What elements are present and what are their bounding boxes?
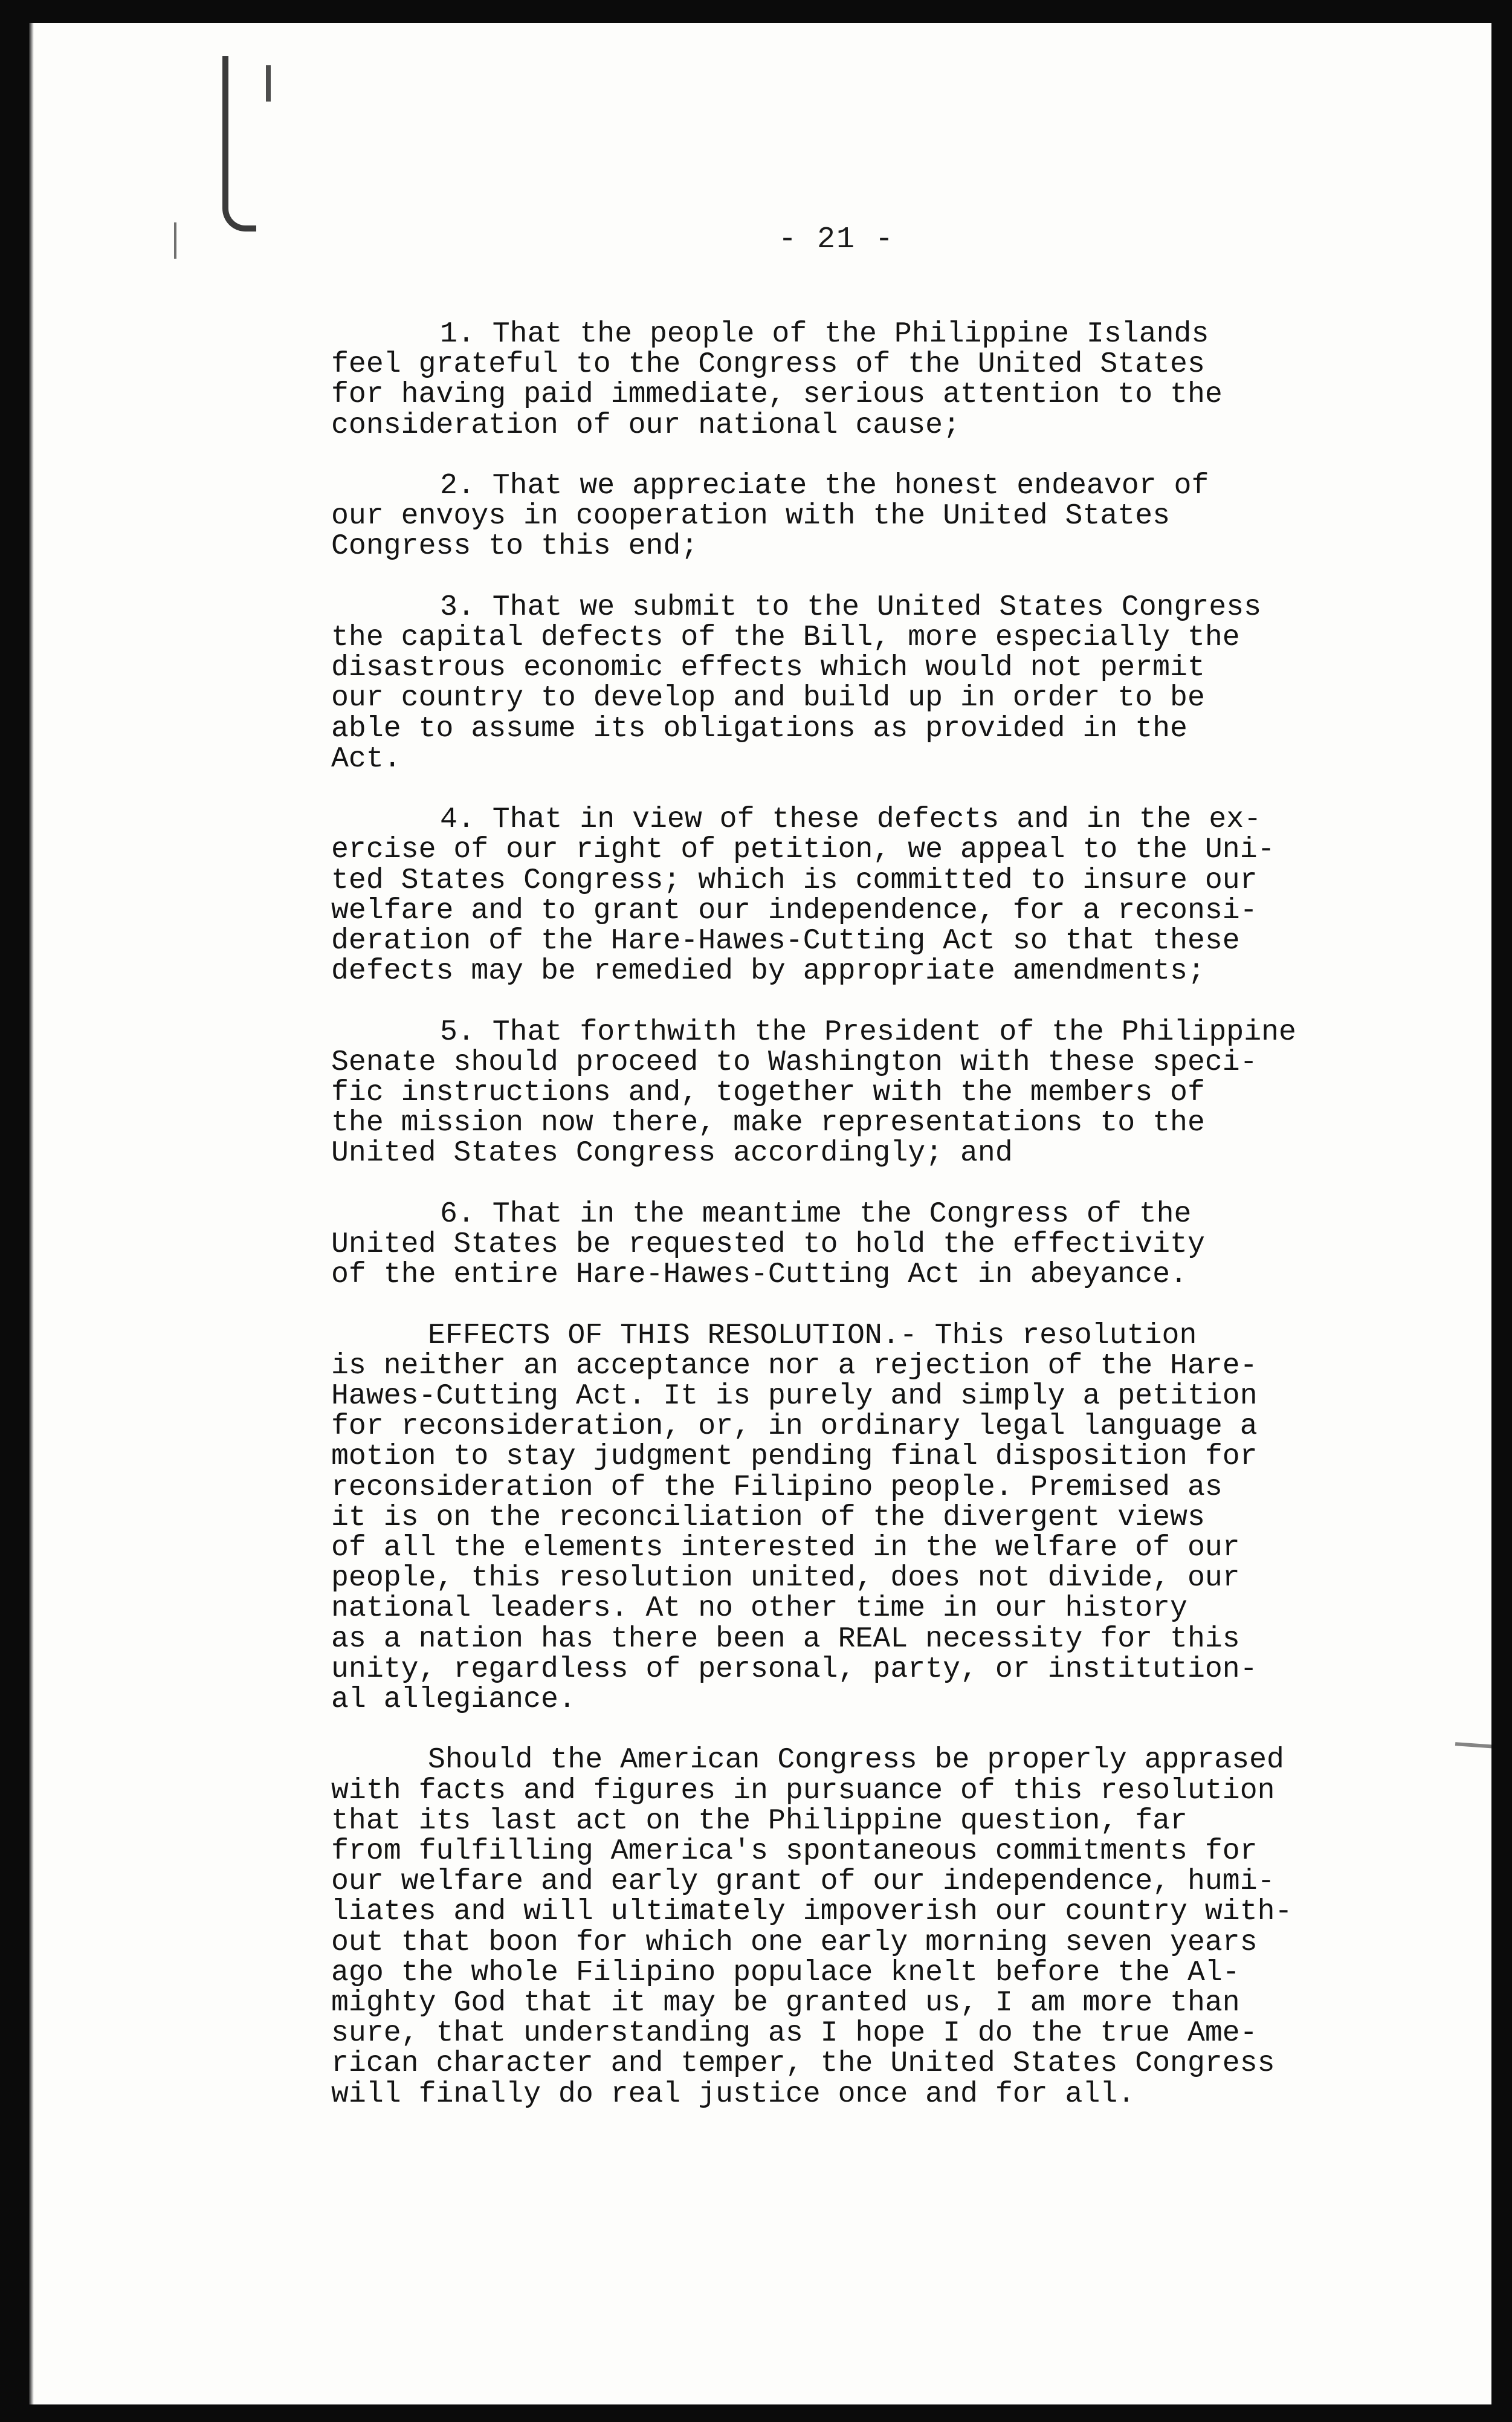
scan-edge (29, 23, 34, 2404)
text-line: as a nation has there been a REAL necessity for this (331, 1622, 1240, 1656)
text-line: liates and will ultimately impoverish our country with- (331, 1896, 1293, 1929)
document-body (331, 319, 1407, 2140)
text-line: people, this resolution united, does not divide, our (331, 1562, 1240, 1595)
text-line: the mission now there, make representations to the (331, 1107, 1205, 1140)
text-line: it is on the reconciliation of the divergent views (331, 1501, 1205, 1534)
text-line: ted States Congress; which is committed to insure our (331, 864, 1258, 897)
text-line: Act. (331, 742, 401, 775)
paragraph (331, 319, 1407, 441)
text-line: our envoys in cooperation with the United States (331, 500, 1171, 533)
text-line: consideration of our national cause; (331, 409, 961, 442)
text-line: Should the American Congress be properly apprased (428, 1744, 1284, 1777)
paragraph (331, 592, 1407, 774)
text-line: national leaders. At no other time in our history (331, 1592, 1187, 1625)
paragraph (331, 1017, 1407, 1169)
text-line: our country to develop and build up in order to be (331, 682, 1205, 715)
scan-tick-mark (174, 222, 176, 259)
binding-mark (222, 56, 256, 232)
text-line: al allegiance. (331, 1683, 576, 1717)
text-line: motion to stay judgment pending final disposition for (331, 1440, 1258, 1474)
text-line: unity, regardless of personal, party, or institution- (331, 1653, 1258, 1686)
text-line: of the entire Hare-Hawes-Cutting Act in abeyance. (331, 1258, 1187, 1292)
scan-dash-mark (1455, 1742, 1491, 1750)
text-line: Hawes-Cutting Act. It is purely and simply a petition (331, 1380, 1258, 1413)
text-line: sure, that understanding as I hope I do the true Ame- (331, 2017, 1258, 2050)
paragraph (331, 471, 1407, 562)
text-line: 1. That the people of the Philippine Islands (440, 318, 1209, 351)
text-line: for reconsideration, or, in ordinary legal language a (331, 1410, 1258, 1443)
paragraph (331, 1745, 1407, 2109)
text-line: 4. That in view of these defects and in the ex- (440, 803, 1262, 837)
text-line: 3. That we submit to the United States Congress (440, 591, 1262, 624)
text-line: of all the elements interested in the welfare of our (331, 1532, 1240, 1565)
text-line: welfare and to grant our independence, for a reconsi- (331, 894, 1258, 927)
text-line: from fulfilling America's spontaneous commitments for (331, 1835, 1258, 1868)
paragraph (331, 1199, 1407, 1290)
text-line: will finally do real justice once and for all. (331, 2077, 1136, 2111)
text-line: defects may be remedied by appropriate amendments; (331, 955, 1205, 988)
text-line: 6. That in the meantime the Congress of the (440, 1197, 1192, 1231)
text-line: feel grateful to the Congress of the United States (331, 348, 1205, 381)
text-line: fic instructions and, together with the members of (331, 1077, 1205, 1110)
text-line: Senate should proceed to Washington with these speci- (331, 1046, 1258, 1079)
text-line: 2. That we appreciate the honest endeavor of (440, 470, 1209, 502)
paragraph (331, 1321, 1407, 1715)
binding-mark-small (266, 65, 271, 102)
paragraph (331, 805, 1407, 986)
text-line: able to assume its obligations as provided in the (331, 712, 1187, 745)
text-line: United States Congress accordingly; and (331, 1137, 1013, 1170)
text-line: United States be requested to hold the effectivity (331, 1228, 1205, 1261)
text-line: the capital defects of the Bill, more especially the (331, 621, 1240, 654)
text-line: deration of the Hare-Hawes-Cutting Act so that these (331, 925, 1240, 958)
text-line: rican character and temper, the United States Congress (331, 2047, 1275, 2080)
text-line: 5. That forthwith the President of the Philippine (440, 1015, 1296, 1049)
text-line: our welfare and early grant of our independence, humi- (331, 1865, 1275, 1899)
page-number: - 21 - (778, 222, 895, 257)
text-line: reconsideration of the Filipino people. Premised as (331, 1471, 1223, 1504)
text-line: out that boon for which one early morning seven years (331, 1926, 1258, 1959)
text-line: EFFECTS OF THIS RESOLUTION.- This resolution (428, 1319, 1197, 1352)
text-line: that its last act on the Philippine question, far (331, 1804, 1187, 1838)
document-page (29, 23, 1491, 2404)
text-line: Congress to this end; (331, 530, 699, 563)
text-line: for having paid immediate, serious attention to the (331, 378, 1223, 412)
text-line: is neither an acceptance nor a rejection of the Hare- (331, 1349, 1258, 1382)
text-line: ago the whole Filipino populace knelt before the Al- (331, 1956, 1240, 1989)
text-line: with facts and figures in pursuance of this resolution (331, 1774, 1275, 1807)
text-line: disastrous economic effects which would not permit (331, 652, 1205, 685)
text-line: ercise of our right of petition, we appeal to the Uni- (331, 834, 1275, 867)
text-line: mighty God that it may be granted us, I am more than (331, 1987, 1240, 2020)
